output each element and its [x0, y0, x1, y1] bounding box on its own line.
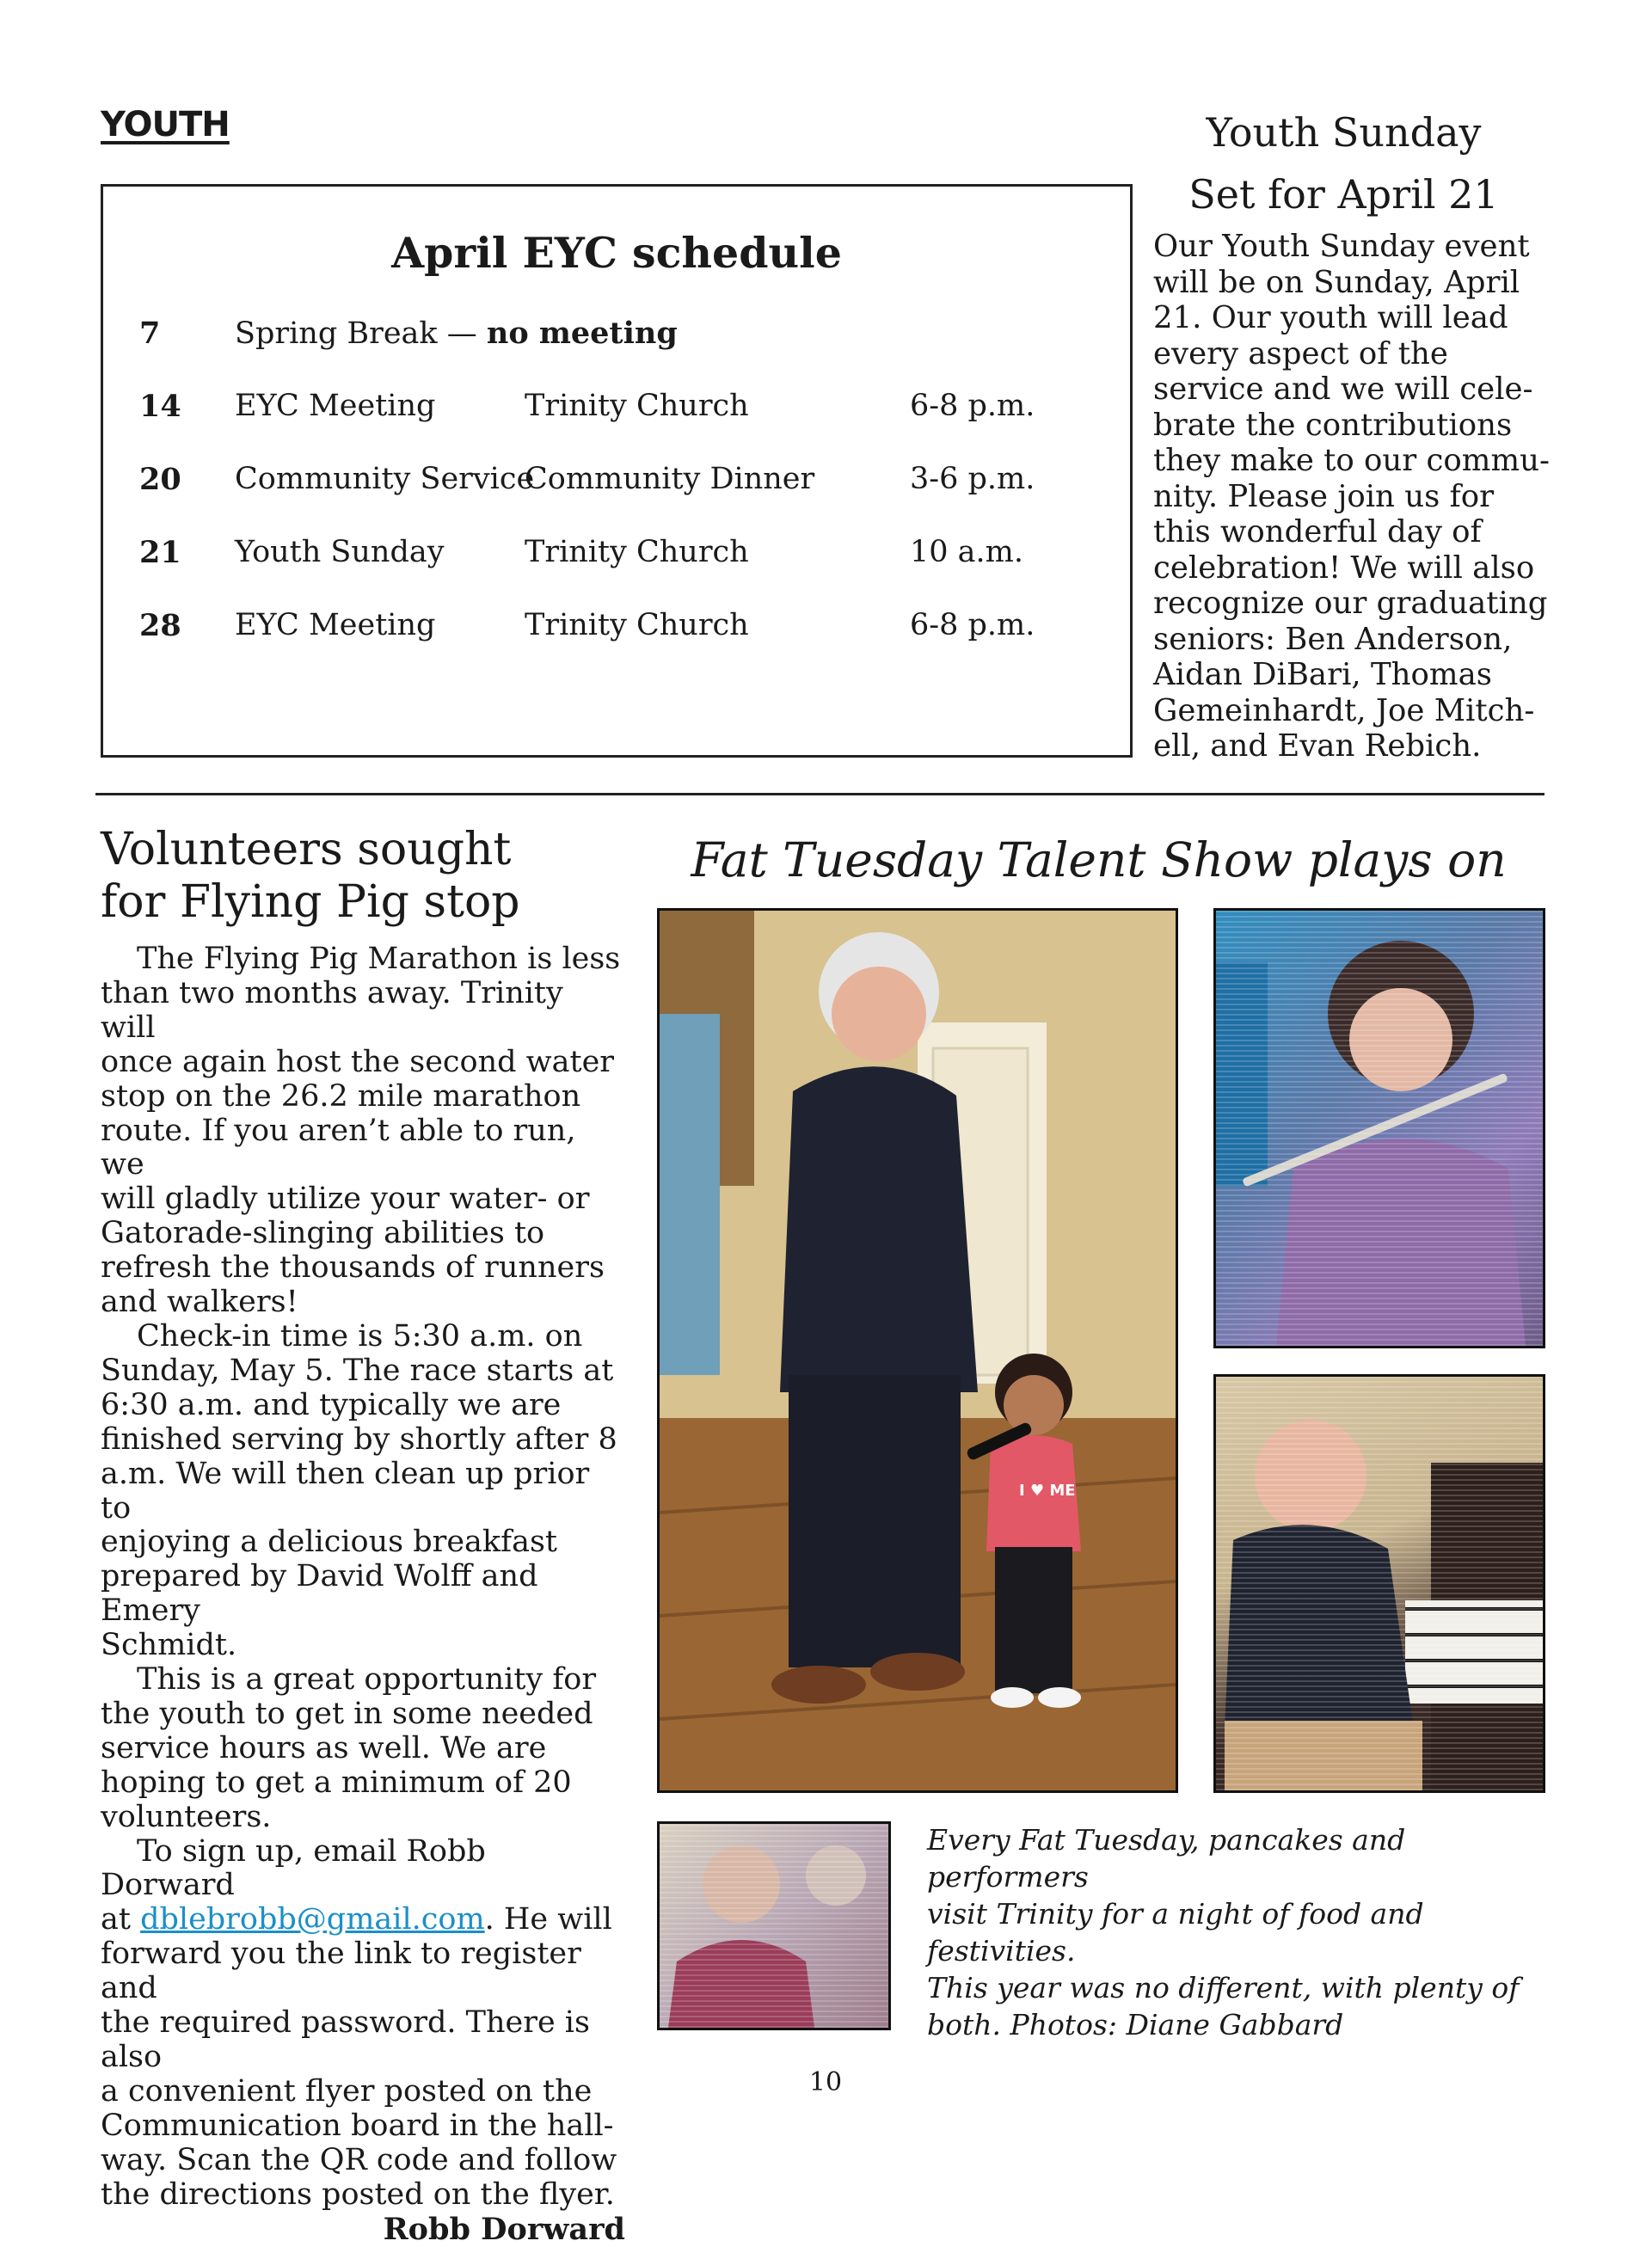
schedule-day: 20: [139, 462, 181, 497]
photo-performer-small: [657, 1821, 891, 2030]
tshirt-print: I ♥ ME: [1019, 1482, 1076, 1500]
email-link[interactable]: dblebrobb@gmail.com: [140, 1902, 485, 1937]
schedule-location: Trinity Church: [525, 535, 749, 569]
schedule-event: EYC Meeting: [235, 389, 436, 423]
volunteers-headline: Volunteers sought for Flying Pig stop: [101, 824, 520, 928]
photo-flute-player: [1213, 908, 1545, 1348]
schedule-row: [103, 316, 1130, 367]
schedule-location: Trinity Church: [525, 389, 749, 423]
schedule-day: 21: [139, 535, 181, 570]
youth-sunday-body: Our Youth Sunday event will be on Sunday, April 21. Our youth will lead every aspect of the service and we will cele- brate the contributions they make to our commu- nity. Please join us for this wonderful day of celebration! We will also recognize our graduating seniors: Ben Anderson, Aidan DiBari, Thomas Gemeinhardt, Joe Mitch- ell, and Evan Rebich.: [1153, 229, 1550, 764]
schedule-location: Trinity Church: [525, 608, 749, 642]
article-paragraph: To sign up, email Robb Dorward at dblebrobb@gmail.com. He will forward you the link to register and the required password. There is also a convenient flyer posted on the Communication board in the hall- way. Scan the QR code and follow the directions posted on the flyer.: [101, 1833, 617, 2212]
photo-piano-player: [1213, 1374, 1545, 1793]
photo-illustration: [660, 911, 1176, 1790]
schedule-day: 28: [139, 608, 181, 643]
youth-sunday-headline: Youth Sunday Set for April 21: [1188, 109, 1499, 218]
article-paragraph: The Flying Pig Marathon is less than two months away. Trinity will once again host the second water stop on the 26.2 mile marathon route. If you aren’t able to run, we will gladly utilize your water- or Gatorade-slinging abilities to refresh the thousands of runners and walkers!: [101, 942, 621, 1320]
schedule-time: 3-6 p.m.: [910, 462, 1035, 496]
volunteers-article-body: [101, 942, 625, 2246]
photo-caption: Every Fat Tuesday, pancakes and performers visit Trinity for a night of food and festivities. This year was no different, with plenty of both. Photos: Diane Gabbard: [927, 1823, 1520, 2041]
section-divider: [95, 793, 1545, 795]
section-label: YOUTH: [101, 105, 230, 144]
schedule-row: [103, 462, 1130, 513]
schedule-day: 14: [139, 389, 181, 424]
schedule-row: [103, 535, 1130, 586]
schedule-time: 10 a.m.: [910, 535, 1023, 569]
schedule-row: [103, 389, 1130, 440]
schedule-event: Spring Break — no meeting: [235, 316, 678, 351]
photo-illustration: [1216, 911, 1543, 1346]
schedule-event: Youth Sunday: [235, 535, 445, 569]
schedule-event: EYC Meeting: [235, 608, 436, 642]
photo-illustration: [1216, 1377, 1543, 1790]
page-number: 10: [808, 2067, 843, 2097]
eyc-schedule-box: [101, 184, 1133, 758]
schedule-time: 6-8 p.m.: [910, 608, 1035, 642]
byline: Robb Dorward: [383, 2211, 625, 2247]
schedule-location: Community Dinner: [525, 462, 815, 496]
photo-illustration: [660, 1824, 888, 2028]
schedule-time: 6-8 p.m.: [910, 389, 1035, 423]
photo-man-and-girl: [657, 908, 1178, 1793]
eyc-schedule-title: April EYC schedule: [391, 228, 842, 278]
schedule-row: [103, 608, 1130, 660]
article-paragraph: Check-in time is 5:30 a.m. on Sunday, May 5. The race starts at 6:30 a.m. and typically we are finished serving by shortly after 8 a.m. We will then clean up prior to enjoying a delicious breakfast prepared by David Wolff and Emery Schmidt.: [101, 1318, 617, 1663]
schedule-event: Community Service: [235, 462, 535, 496]
fat-tuesday-headline: Fat Tuesday Talent Show plays on: [691, 832, 1507, 887]
schedule-day: 7: [139, 316, 161, 351]
article-paragraph: This is a great opportunity for the youth to get in some needed service hours as well. We are hoping to get a minimum of 20 volunteers.: [101, 1662, 597, 1834]
